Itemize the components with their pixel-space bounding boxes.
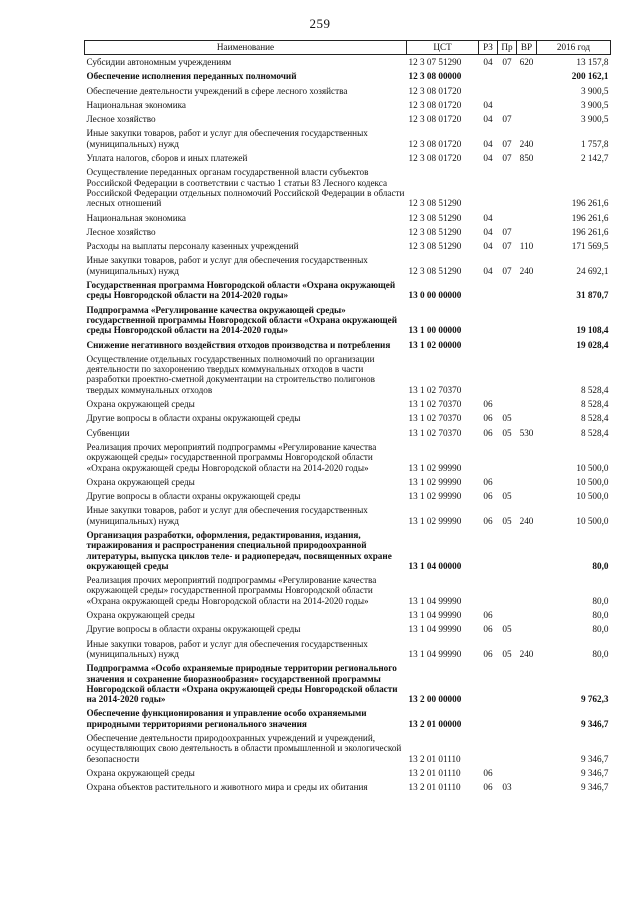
header-rz: РЗ [479, 41, 498, 55]
row-rz: 06 [483, 610, 493, 621]
row-vr: 110 [519, 241, 534, 252]
row-rz: 04 [483, 57, 493, 67]
row-name: Иные закупки товаров, работ и услуг для обеспечения государственных (муниципальных) нужд [86, 255, 368, 276]
row-sum: 196 261,6 [571, 226, 609, 237]
row-pr [498, 706, 517, 731]
row-name: Субвенции [86, 427, 130, 438]
row-pr [498, 211, 517, 225]
row-pr [498, 440, 517, 475]
row-name: Государственная программа Новгородской области «Охрана окружающей среды Новгородской области на 2014-2020 годы» [86, 280, 396, 301]
row-cst: 12 3 07 51290 [408, 57, 462, 67]
table-row [85, 706, 611, 731]
table-row [85, 766, 611, 780]
row-rz: 06 [483, 648, 493, 659]
row-rz [479, 352, 498, 397]
row-vr [517, 211, 537, 225]
row-name: Осуществление переданных органам государственной власти субъектов Российской Федерации в соответствии с частью 1 статьи 83 Лесного кодекса Российской Федерации отдельных полномочий Российской Федерации в области лесных отношений [86, 167, 405, 209]
row-name: Подпрограмма «Регулирование качества окружающей среды» государственной программы Новгородской области «Охрана окружающей среды Новгородской области на 2014-2020 годы» [86, 304, 398, 336]
row-sum: 3 900,5 [580, 114, 609, 125]
row-rz: 04 [483, 241, 493, 252]
row-cst: 13 1 02 70370 [408, 384, 462, 395]
row-vr [517, 84, 537, 98]
row-pr [498, 278, 517, 303]
row-rz [479, 440, 498, 475]
row-cst: 12 3 08 01720 [408, 85, 462, 96]
row-vr [517, 608, 537, 622]
table-row [85, 426, 611, 440]
row-vr [517, 489, 537, 503]
table-row [85, 440, 611, 475]
row-vr [517, 440, 537, 475]
table-body [85, 55, 611, 795]
row-sum: 9 346,7 [580, 718, 609, 729]
table-row [85, 352, 611, 397]
header-name: Наименование [85, 41, 407, 55]
row-pr: 07 [502, 57, 512, 67]
row-name: Национальная экономика [86, 99, 187, 110]
row-name: Субсидии автономным учреждениям [86, 57, 232, 67]
row-rz: 06 [483, 413, 493, 424]
table-row [85, 69, 611, 83]
row-pr: 07 [502, 153, 512, 164]
table-row [85, 731, 611, 766]
row-pr: 05 [502, 413, 512, 424]
row-cst: 13 1 04 99990 [408, 648, 462, 659]
row-cst: 12 3 08 00000 [408, 71, 462, 82]
header-vr: ВР [517, 41, 537, 55]
row-sum: 80,0 [592, 648, 609, 659]
row-pr: 03 [502, 782, 512, 793]
row-vr [517, 278, 537, 303]
row-vr [517, 397, 537, 411]
row-pr [498, 84, 517, 98]
row-pr [498, 69, 517, 83]
row-rz: 06 [483, 427, 493, 438]
row-cst: 12 3 08 51290 [408, 265, 462, 276]
row-name: Осуществление отдельных государственных полномочий по организации деятельности по захоронению твердых коммунальных отходов в части разработки проектно-сметной документации на строительство полигонов твердых коммунальных отходов [86, 353, 375, 395]
row-rz: 04 [483, 138, 493, 149]
row-cst: 13 1 02 99990 [408, 462, 462, 473]
table-row [85, 622, 611, 636]
table-row [85, 225, 611, 239]
row-vr [517, 528, 537, 573]
header-pr: Пр [498, 41, 517, 55]
row-name: Обеспечение исполнения переданных полномочий [86, 71, 297, 82]
row-vr: 620 [519, 57, 534, 67]
row-sum: 80,0 [592, 610, 609, 621]
row-sum: 10 500,0 [576, 491, 609, 502]
header-cst: ЦСТ [407, 41, 479, 55]
row-rz: 06 [483, 476, 493, 487]
row-rz [479, 528, 498, 573]
row-cst: 12 3 08 51290 [408, 226, 462, 237]
row-rz: 06 [483, 624, 493, 635]
row-name: Национальная экономика [86, 212, 187, 223]
row-rz: 04 [483, 265, 493, 276]
row-vr [517, 622, 537, 636]
row-name: Подпрограмма «Особо охраняемые природные территории регионального значения и сохранение биоразнообразия» государственной программы Новгородской области «Охрана окружающей среды Новгородской области на 2014-2020 годы» [86, 663, 398, 705]
row-rz: 04 [483, 114, 493, 125]
row-pr [498, 766, 517, 780]
row-sum: 3 900,5 [580, 85, 609, 96]
row-rz: 06 [483, 399, 493, 410]
row-pr: 07 [502, 241, 512, 252]
row-pr: 05 [502, 515, 512, 526]
row-vr [517, 303, 537, 338]
row-rz [479, 338, 498, 352]
row-sum: 19 108,4 [576, 325, 609, 336]
row-sum: 9 346,7 [580, 782, 609, 793]
row-rz [479, 303, 498, 338]
header-year: 2016 год [537, 41, 611, 55]
row-pr: 05 [502, 427, 512, 438]
row-rz: 06 [483, 515, 493, 526]
row-sum: 13 157,8 [576, 57, 609, 67]
row-name: Охрана объектов растительного и животного мира и среды их обитания [86, 782, 368, 793]
row-vr [517, 69, 537, 83]
row-pr [498, 731, 517, 766]
row-vr [517, 225, 537, 239]
row-rz: 06 [483, 767, 493, 778]
row-name: Расходы на выплаты персоналу казенных учреждений [86, 241, 299, 252]
row-vr: 240 [519, 265, 534, 276]
row-vr: 240 [519, 648, 534, 659]
row-name: Лесное хозяйство [86, 114, 156, 125]
row-cst: 13 0 00 00000 [408, 290, 462, 301]
row-rz [479, 278, 498, 303]
row-cst: 13 2 00 00000 [408, 694, 462, 705]
row-sum: 9 762,3 [580, 694, 609, 705]
row-sum: 80,0 [592, 560, 609, 571]
table-row [85, 411, 611, 425]
row-cst: 13 2 01 00000 [408, 718, 462, 729]
row-cst: 13 1 04 99990 [408, 610, 462, 621]
row-sum: 10 500,0 [576, 476, 609, 487]
row-cst: 12 3 08 51290 [408, 212, 462, 223]
row-vr [517, 661, 537, 706]
row-sum: 8 528,4 [580, 384, 609, 395]
row-cst: 12 3 08 51290 [408, 241, 462, 252]
row-cst: 13 1 04 99990 [408, 595, 462, 606]
row-vr: 240 [519, 138, 534, 149]
row-pr: 05 [502, 648, 512, 659]
row-sum: 9 346,7 [580, 753, 609, 764]
row-pr [498, 98, 517, 112]
row-cst: 12 3 08 01720 [408, 153, 462, 164]
row-sum: 10 500,0 [576, 462, 609, 473]
row-pr [498, 608, 517, 622]
table-row [85, 397, 611, 411]
table-row [85, 165, 611, 210]
row-name: Иные закупки товаров, работ и услуг для обеспечения государственных (муниципальных) нужд [86, 638, 368, 659]
row-pr [498, 303, 517, 338]
row-cst: 13 1 02 99990 [408, 491, 462, 502]
row-name: Другие вопросы в области охраны окружающей среды [86, 491, 301, 502]
row-sum: 171 569,5 [571, 241, 609, 252]
row-vr: 530 [519, 427, 534, 438]
row-rz [479, 84, 498, 98]
row-rz: 04 [483, 153, 493, 164]
row-cst: 12 3 08 01720 [408, 138, 462, 149]
table-row [85, 637, 611, 662]
table-row [85, 278, 611, 303]
row-vr [517, 165, 537, 210]
row-sum: 9 346,7 [580, 767, 609, 778]
row-pr [498, 165, 517, 210]
row-cst: 13 1 02 70370 [408, 427, 462, 438]
row-vr: 240 [519, 515, 534, 526]
table-row [85, 661, 611, 706]
table-row [85, 475, 611, 489]
row-rz: 04 [483, 99, 493, 110]
row-name: Лесное хозяйство [86, 226, 156, 237]
row-cst: 13 2 01 01110 [408, 753, 461, 764]
row-vr [517, 352, 537, 397]
table-row [85, 112, 611, 126]
row-pr [498, 661, 517, 706]
row-vr [517, 780, 537, 794]
row-cst: 13 2 01 01110 [408, 782, 461, 793]
row-rz [479, 165, 498, 210]
table-row [85, 151, 611, 165]
row-rz: 06 [483, 491, 493, 502]
row-sum: 19 028,4 [576, 339, 609, 350]
row-pr [498, 338, 517, 352]
row-sum: 8 528,4 [580, 399, 609, 410]
row-name: Иные закупки товаров, работ и услуг для обеспечения государственных (муниципальных) нужд [86, 128, 368, 149]
row-vr: 850 [519, 153, 534, 164]
row-sum: 196 261,6 [571, 212, 609, 223]
row-pr: 07 [502, 138, 512, 149]
table-row [85, 608, 611, 622]
table-header-row [85, 41, 611, 55]
row-sum: 196 261,6 [571, 198, 609, 209]
row-rz [479, 706, 498, 731]
row-rz [479, 661, 498, 706]
row-vr [517, 706, 537, 731]
row-sum: 1 757,8 [580, 138, 609, 149]
row-sum: 8 528,4 [580, 413, 609, 424]
table-row [85, 338, 611, 352]
row-cst: 13 1 02 70370 [408, 413, 462, 424]
row-cst: 12 3 08 01720 [408, 99, 462, 110]
row-pr [498, 352, 517, 397]
row-sum: 8 528,4 [580, 427, 609, 438]
budget-table [84, 40, 611, 795]
row-cst: 12 3 08 51290 [408, 198, 462, 209]
table-row [85, 489, 611, 503]
row-sum: 3 900,5 [580, 99, 609, 110]
row-sum: 10 500,0 [576, 515, 609, 526]
table-row [85, 503, 611, 528]
row-vr [517, 731, 537, 766]
table-row [85, 239, 611, 253]
row-name: Обеспечение деятельности учреждений в сфере лесного хозяйства [86, 85, 348, 96]
row-name: Иные закупки товаров, работ и услуг для обеспечения государственных (муниципальных) нужд [86, 505, 368, 526]
row-vr [517, 112, 537, 126]
row-sum: 80,0 [592, 624, 609, 635]
row-name: Охрана окружающей среды [86, 767, 195, 778]
row-pr [498, 397, 517, 411]
table-row [85, 126, 611, 151]
row-name: Снижение негативного воздействия отходов производства и потребления [86, 339, 391, 350]
row-vr [517, 573, 537, 608]
row-name: Охрана окружающей среды [86, 399, 195, 410]
row-cst: 13 1 02 00000 [408, 339, 462, 350]
row-rz: 04 [483, 226, 493, 237]
table-row [85, 55, 611, 70]
row-vr [517, 766, 537, 780]
row-vr [517, 98, 537, 112]
row-name: Обеспечение деятельности природоохранных учреждений и учреждений, осуществляющих свою деятельность в области промышленной и экологической безопасности [86, 733, 402, 764]
table-row [85, 780, 611, 794]
row-sum: 80,0 [592, 595, 609, 606]
table-row [85, 98, 611, 112]
row-cst: 13 1 02 99990 [408, 476, 462, 487]
row-cst: 13 1 00 00000 [408, 325, 462, 336]
row-pr: 07 [502, 114, 512, 125]
row-pr: 05 [502, 491, 512, 502]
row-name: Реализация прочих мероприятий подпрограммы «Регулирование качества окружающей среды» государственной программы Новгородской области «Охрана окружающей среды Новгородской области на 2014-2020 годы» [86, 441, 377, 473]
row-rz: 06 [483, 782, 493, 793]
row-name: Организация разработки, оформления, редактирования, издания, тиражирования и распространения специальной природоохранной литературы, выпуска циклов теле- и радиопередач, посвященных охране окружающей среды [86, 529, 392, 571]
table-row [85, 84, 611, 98]
row-cst: 13 2 01 01110 [408, 767, 461, 778]
row-pr [498, 528, 517, 573]
row-name: Уплата налогов, сборов и иных платежей [86, 153, 248, 164]
row-rz [479, 731, 498, 766]
row-name: Охрана окружающей среды [86, 610, 195, 621]
row-vr [517, 338, 537, 352]
table-row [85, 303, 611, 338]
row-sum: 200 162,1 [571, 71, 609, 82]
page-number: 259 [309, 16, 331, 31]
row-name: Охрана окружающей среды [86, 476, 195, 487]
row-name: Реализация прочих мероприятий подпрограммы «Регулирование качества окружающей среды» государственной программы Новгородской области «Охрана окружающей среды Новгородской области на 2014-2020 годы» [86, 575, 377, 606]
row-pr: 05 [502, 624, 512, 635]
row-rz: 04 [483, 212, 493, 223]
row-pr [498, 475, 517, 489]
row-cst: 13 1 04 00000 [408, 560, 462, 571]
table-row [85, 253, 611, 278]
table-row [85, 573, 611, 608]
row-cst: 13 1 02 99990 [408, 515, 462, 526]
row-rz [479, 573, 498, 608]
row-pr [498, 573, 517, 608]
row-vr [517, 475, 537, 489]
row-name: Другие вопросы в области охраны окружающей среды [86, 413, 301, 424]
row-cst: 13 1 02 70370 [408, 399, 462, 410]
table-row [85, 528, 611, 573]
row-sum: 2 142,7 [580, 153, 609, 164]
row-cst: 12 3 08 01720 [408, 114, 462, 125]
table-row [85, 211, 611, 225]
row-name: Другие вопросы в области охраны окружающей среды [86, 624, 301, 635]
row-name: Обеспечение функционирования и управление особо охраняемыми природными территориями регионального значения [86, 708, 367, 729]
row-cst: 13 1 04 99990 [408, 624, 462, 635]
row-sum: 31 870,7 [576, 290, 609, 301]
row-vr [517, 411, 537, 425]
row-rz [479, 69, 498, 83]
row-pr: 07 [502, 226, 512, 237]
row-sum: 24 692,1 [576, 265, 609, 276]
row-pr: 07 [502, 265, 512, 276]
